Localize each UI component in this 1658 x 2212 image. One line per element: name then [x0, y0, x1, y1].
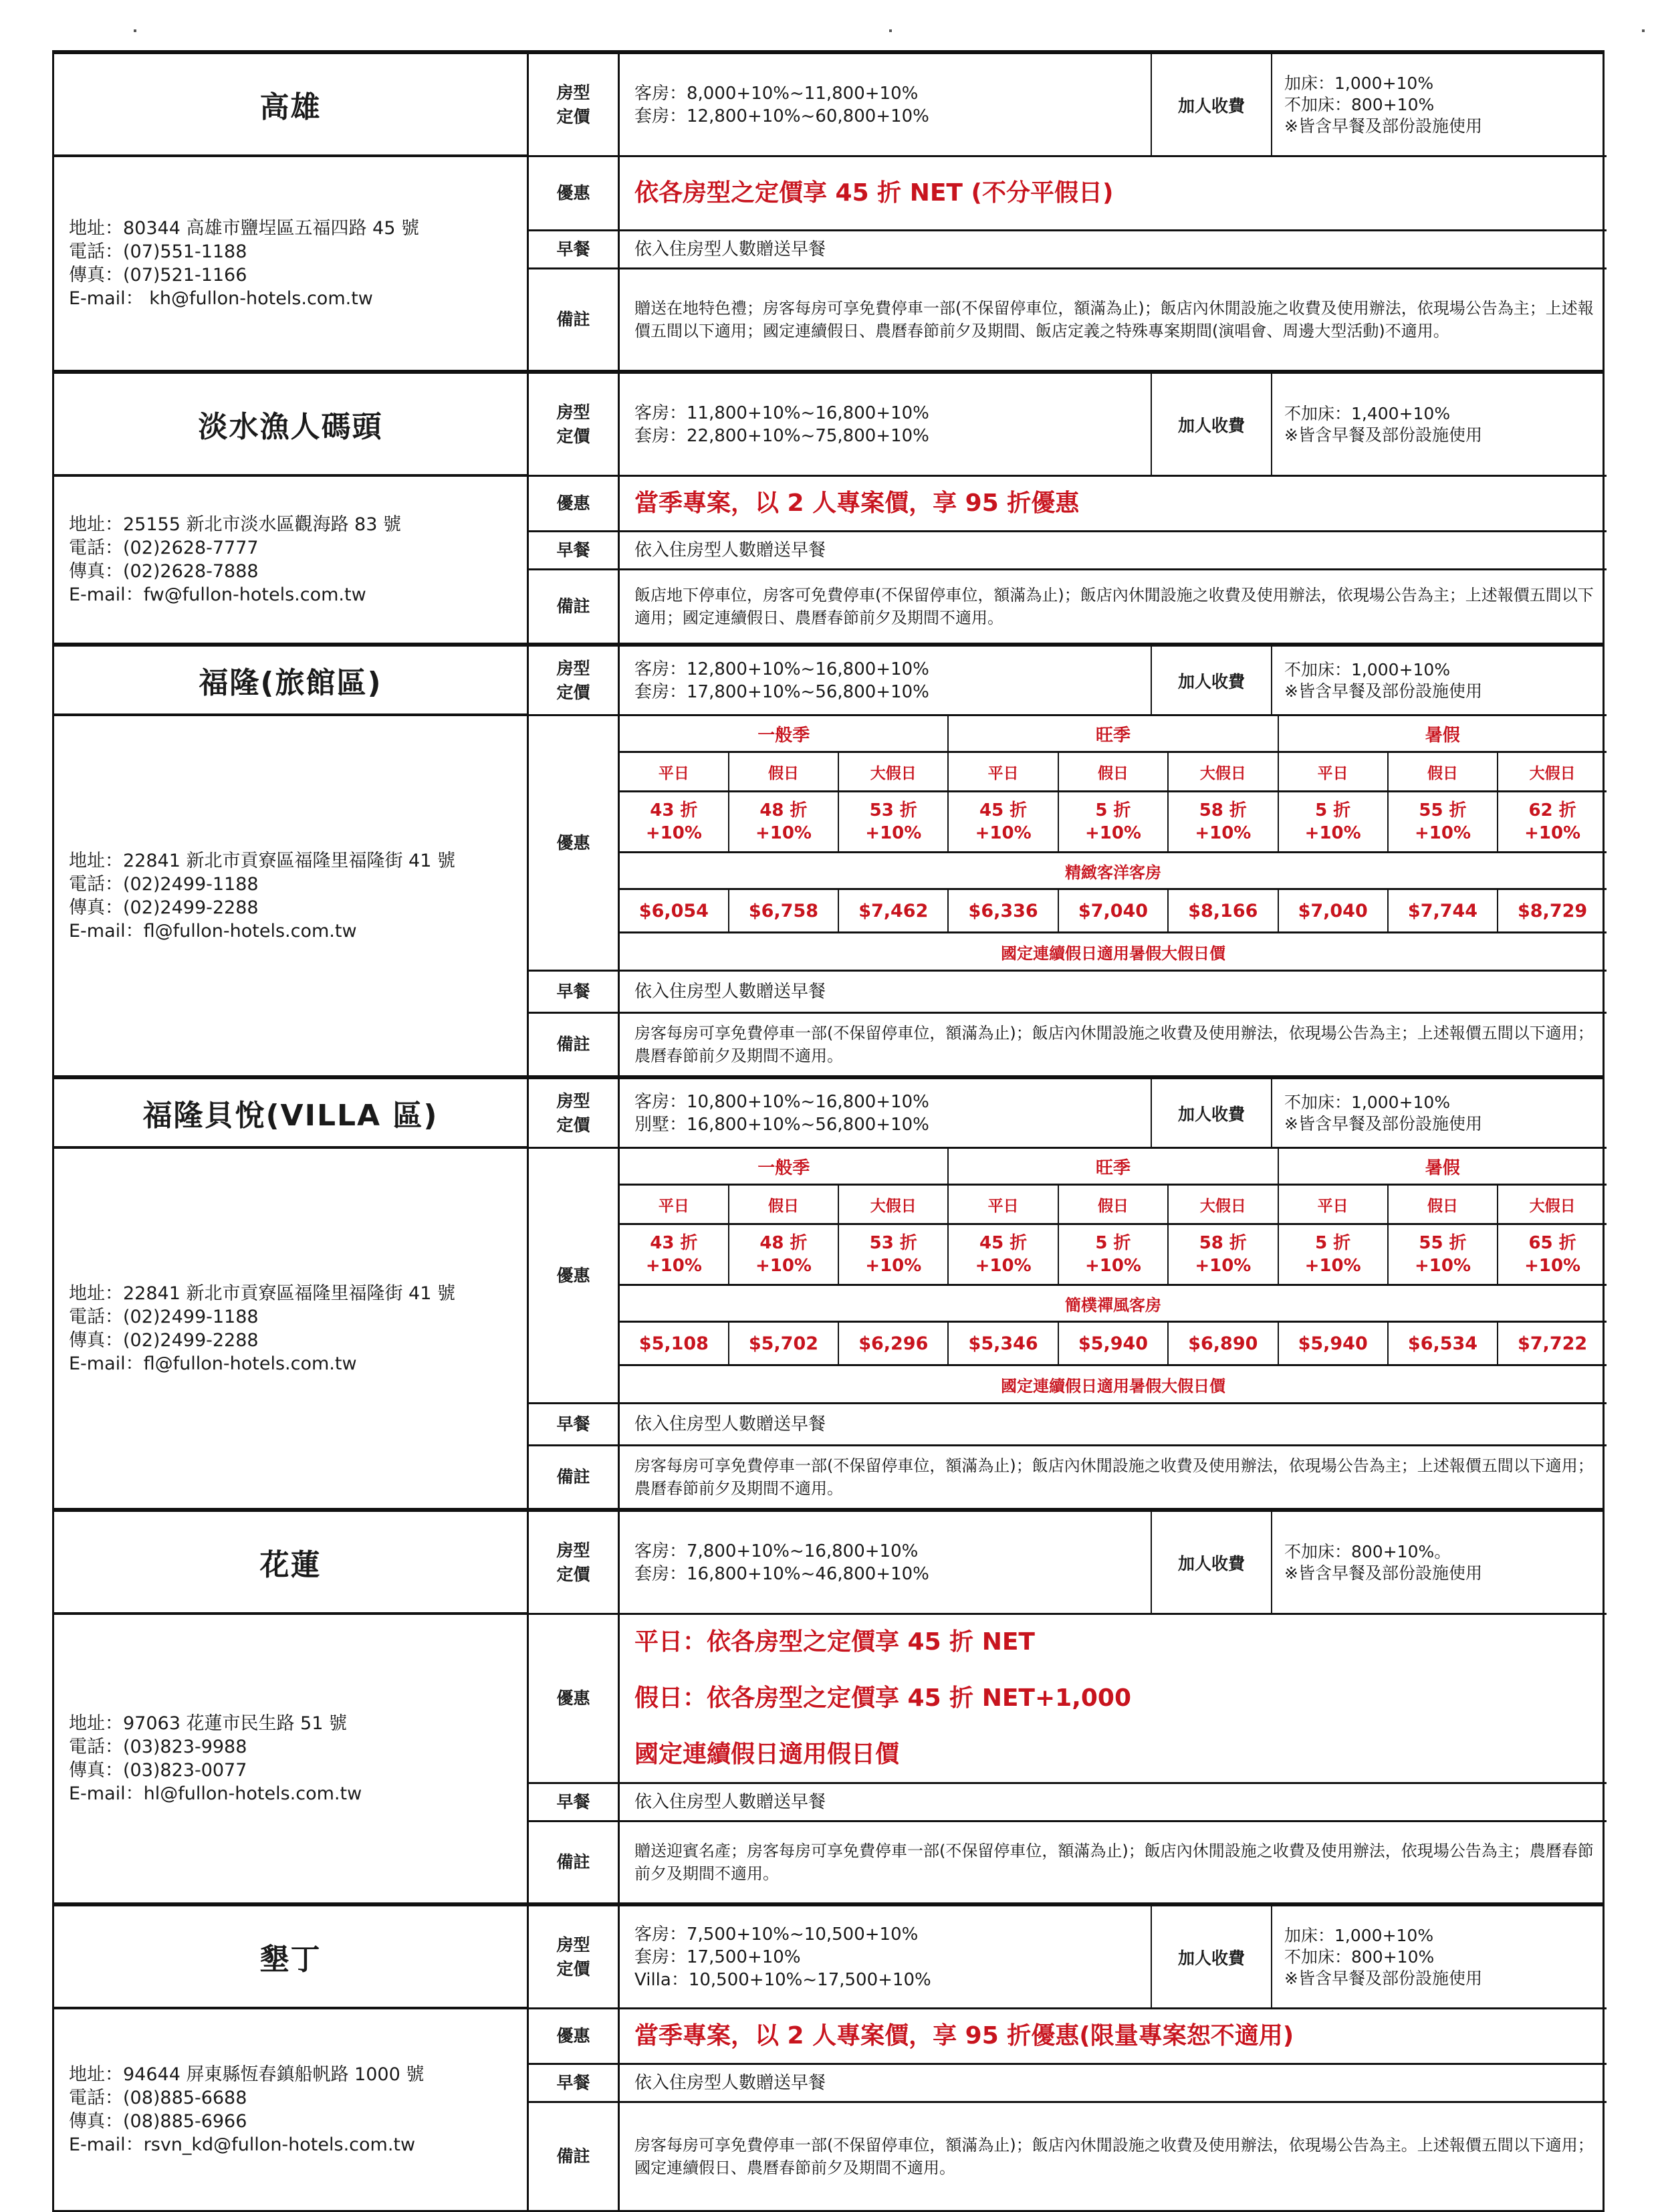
holiday-note-row: [620, 933, 1607, 970]
discount-cell: [729, 792, 838, 853]
notes-label: 備註: [529, 570, 620, 643]
hotel-block-3: [52, 1075, 1605, 1510]
tax-rate: +10%: [645, 823, 702, 843]
season-header: 旺季: [948, 716, 1278, 752]
notes-label: 備註: [529, 2103, 620, 2210]
promo-label: 優惠: [529, 1149, 620, 1404]
room-price-line: 套房：17,500+10%: [634, 1947, 801, 1967]
room-price-line: 客房：11,800+10%~16,800+10%: [634, 403, 929, 423]
hotel-name: 墾丁: [54, 1906, 529, 2009]
holiday-note-cell: 國定連續假日適用暑假大假日價: [1001, 944, 1225, 963]
season-header: 暑假: [1278, 716, 1607, 752]
extra-charge-line: ※皆含早餐及部份設施使用: [1284, 1113, 1482, 1133]
discount-row: [620, 792, 1607, 853]
amount-cell: $6,054: [620, 889, 729, 933]
scan-mark: [1642, 29, 1645, 32]
day-type-cell: 大假日: [1498, 752, 1607, 792]
room-price-label: 房型 定價: [529, 647, 620, 716]
promo-label: 優惠: [529, 1615, 620, 1784]
room-price-label: 房型 定價: [529, 1512, 620, 1615]
room-price-row: [620, 1079, 1607, 1149]
extra-charge-values: [1272, 374, 1607, 475]
day-type-cell: 平日: [620, 1185, 729, 1224]
phone: 電話：(03)823-9988: [69, 1737, 247, 1757]
email: E-mail： kh@fullon-hotels.com.tw: [69, 288, 373, 309]
day-type-cell: 假日: [1388, 752, 1498, 792]
promo-label: 優惠: [529, 2009, 620, 2065]
tax-rate: +10%: [1084, 823, 1141, 843]
season-header: 一般季: [620, 1149, 948, 1185]
discount-rate: 5 折: [1095, 800, 1131, 820]
scan-mark: [134, 29, 136, 32]
extra-charge-line: 不加床：1,400+10%: [1284, 403, 1451, 423]
contact-info: [54, 2009, 529, 2210]
scan-mark: [889, 29, 892, 32]
breakfast-label: 早餐: [529, 1404, 620, 1446]
extra-charge-label: 加人收費: [1152, 1906, 1272, 2007]
discount-rate: 43 折: [650, 1233, 698, 1253]
season-header-row: [620, 1149, 1607, 1185]
room-price-line: 客房：8,000+10%~11,800+10%: [634, 83, 919, 104]
amount-row: [620, 889, 1607, 933]
tax-rate: +10%: [1415, 823, 1471, 843]
discount-cell: [620, 1224, 729, 1285]
season-rate-table: [620, 716, 1607, 972]
fax: 傳真：(02)2499-2288: [69, 897, 259, 918]
day-type-cell: 大假日: [838, 1185, 948, 1224]
tax-rate: +10%: [755, 1256, 812, 1276]
room-price-row: [620, 1906, 1607, 2009]
day-type-cell: 大假日: [838, 752, 948, 792]
discount-rate: 45 折: [979, 800, 1028, 820]
address: 地址：94644 屏東縣恆春鎮船帆路 1000 號: [69, 2064, 425, 2085]
day-type-cell: 假日: [1058, 752, 1168, 792]
amount-cell: $6,296: [838, 1322, 948, 1365]
discount-rate: 5 折: [1095, 1233, 1131, 1253]
discount-rate: 43 折: [650, 800, 698, 820]
hotel-block-5: [52, 1902, 1605, 2212]
hotel-block-0: [52, 50, 1605, 372]
amount-cell: $8,166: [1168, 889, 1278, 933]
amount-cell: $7,722: [1498, 1322, 1607, 1365]
notes-label: 備註: [529, 269, 620, 370]
phone: 電話：(02)2499-1188: [69, 1306, 259, 1327]
address: 地址：25155 新北市淡水區觀海路 83 號: [69, 514, 401, 535]
promo-text: 當季專案，以 2 人專案價，享 95 折優惠(限量專案恕不適用): [620, 2009, 1607, 2065]
day-type-cell: 假日: [1388, 1185, 1498, 1224]
discount-rate: 58 折: [1199, 800, 1247, 820]
hotel-name: 花蓮: [54, 1512, 529, 1615]
hotel-block-1: [52, 370, 1605, 645]
day-type-cell: 平日: [948, 752, 1058, 792]
tax-rate: +10%: [755, 823, 812, 843]
day-type-row: [620, 1185, 1607, 1224]
extra-charge-label: 加人收費: [1152, 647, 1272, 714]
promo-label: 優惠: [529, 716, 620, 972]
notes-text: 房客每房可享免費停車一部(不保留停車位，額滿為止)；飯店內休閒設施之收費及使用辦法，依現場公告為主。上述報價五間以下適用；國定連續假日、農曆春節前夕及期間不適用。: [634, 2136, 1594, 2177]
amount-cell: $6,336: [948, 889, 1058, 933]
breakfast-label: 早餐: [529, 1784, 620, 1822]
promo-label: 優惠: [529, 157, 620, 231]
room-price-line: 客房：7,800+10%~16,800+10%: [634, 1541, 919, 1561]
room-price-label: 房型 定價: [529, 374, 620, 477]
room-price-line: 套房：17,800+10%~56,800+10%: [634, 681, 929, 702]
season-rate-table: [620, 1149, 1607, 1404]
discount-cell: [1388, 1224, 1498, 1285]
amount-cell: $7,462: [838, 889, 948, 933]
hotel-name: 淡水漁人碼頭: [54, 374, 529, 477]
discount-rate: 5 折: [1315, 1233, 1351, 1253]
extra-charge-line: ※皆含早餐及部份設施使用: [1284, 1563, 1482, 1583]
promo-line: 假日：依各房型之定價享 45 折 NET+1,000: [634, 1684, 1132, 1712]
discount-cell: [1058, 1224, 1168, 1285]
promo-text: 當季專案，以 2 人專案價，享 95 折優惠: [620, 477, 1607, 532]
day-type-row: [620, 752, 1607, 792]
tax-rate: +10%: [1524, 1256, 1581, 1276]
holiday-note-cell: 國定連續假日適用暑假大假日價: [1001, 1376, 1225, 1396]
discount-row: [620, 1224, 1607, 1285]
room-price-label: 房型 定價: [529, 1906, 620, 2009]
discount-rate: 48 折: [759, 800, 808, 820]
tax-rate: +10%: [975, 1256, 1032, 1276]
discount-cell: [838, 1224, 948, 1285]
room-price-row: [620, 54, 1607, 157]
email: E-mail：fl@fullon-hotels.com.tw: [69, 1353, 357, 1374]
notes-text: 房客每房可享免費停車一部(不保留停車位，額滿為止)；飯店內休閒設施之收費及使用辦法，依現場公告為主；上述報價五間以下適用；農曆春節前夕及期間不適用。: [634, 1024, 1594, 1065]
day-type-cell: 平日: [948, 1185, 1058, 1224]
amount-cell: $7,040: [1278, 889, 1388, 933]
discount-rate: 62 折: [1528, 800, 1576, 820]
extra-charge-label: 加人收費: [1152, 54, 1272, 155]
extra-charge-line: 加床：1,000+10%: [1284, 73, 1434, 93]
notes-text: 飯店地下停車位，房客可免費停車(不保留停車位，額滿為止)；飯店內休閒設施之收費及使用辦法，依現場公告為主；上述報價五間以下適用；國定連續假日、農曆春節前夕及期間不適用。: [634, 586, 1594, 627]
room-price-line: Villa：10,500+10%~17,500+10%: [634, 1969, 931, 1990]
tax-rate: +10%: [865, 1256, 922, 1276]
day-type-cell: 大假日: [1168, 1185, 1278, 1224]
phone: 電話：(02)2628-7777: [69, 538, 259, 558]
hotel-name: 高雄: [54, 54, 529, 157]
amount-cell: $7,040: [1058, 889, 1168, 933]
extra-charge-label: 加人收費: [1152, 374, 1272, 475]
extra-charge-label: 加人收費: [1152, 1512, 1272, 1613]
discount-cell: [1058, 792, 1168, 853]
extra-charge-line: 不加床：1,000+10%: [1284, 659, 1451, 679]
email: E-mail：hl@fullon-hotels.com.tw: [69, 1783, 362, 1804]
notes-text: 房客每房可享免費停車一部(不保留停車位，額滿為止)；飯店內休閒設施之收費及使用辦法，依現場公告為主；上述報價五間以下適用；農曆春節前夕及期間不適用。: [634, 1456, 1594, 1498]
discount-cell: [1498, 792, 1607, 853]
season-header: 一般季: [620, 716, 948, 752]
discount-cell: [620, 792, 729, 853]
discount-rate: 58 折: [1199, 1233, 1247, 1253]
promo-line: 平日：依各房型之定價享 45 折 NET: [634, 1628, 1035, 1656]
fax: 傳真：(03)823-0077: [69, 1760, 247, 1781]
room-type-row: [620, 1285, 1607, 1322]
amount-cell: $8,729: [1498, 889, 1607, 933]
breakfast-label: 早餐: [529, 972, 620, 1014]
extra-charge-values: [1272, 1079, 1607, 1147]
room-price-line: 客房：10,800+10%~16,800+10%: [634, 1091, 929, 1112]
email: E-mail：rsvn_kd@fullon-hotels.com.tw: [69, 2134, 416, 2155]
day-type-cell: 假日: [729, 752, 838, 792]
amount-cell: $6,534: [1388, 1322, 1498, 1365]
season-header: 旺季: [948, 1149, 1278, 1185]
notes-label: 備註: [529, 1014, 620, 1075]
day-type-cell: 大假日: [1498, 1185, 1607, 1224]
tax-rate: +10%: [1084, 1256, 1141, 1276]
room-price-line: 客房：7,500+10%~10,500+10%: [634, 1924, 919, 1945]
amount-cell: $5,940: [1058, 1322, 1168, 1365]
phone: 電話：(07)551-1188: [69, 241, 247, 262]
extra-charge-values: [1272, 647, 1607, 714]
room-price-line: 套房：16,800+10%~46,800+10%: [634, 1563, 929, 1584]
tax-rate: +10%: [1415, 1256, 1471, 1276]
discount-rate: 55 折: [1419, 800, 1467, 820]
breakfast-text: 依入住房型人數贈送早餐: [620, 1404, 1607, 1446]
extra-charge-line: ※皆含早餐及部份設施使用: [1284, 116, 1482, 136]
notes-label: 備註: [529, 1446, 620, 1508]
discount-cell: [838, 792, 948, 853]
extra-charge-values: [1272, 1512, 1607, 1613]
room-prices: [620, 647, 1152, 714]
amount-cell: $5,702: [729, 1322, 838, 1365]
day-type-cell: 假日: [1058, 1185, 1168, 1224]
discount-cell: [1498, 1224, 1607, 1285]
contact-info: [54, 1615, 529, 1902]
tax-rate: +10%: [975, 823, 1032, 843]
breakfast-label: 早餐: [529, 532, 620, 570]
extra-charge-line: 不加床：800+10%。: [1284, 1541, 1451, 1561]
tax-rate: +10%: [865, 823, 922, 843]
tax-rate: +10%: [645, 1256, 702, 1276]
notes-text: 贈送迎賓名產；房客每房可享免費停車一部(不保留停車位，額滿為止)；飯店內休閒設施之收費及使用辦法，依現場公告為主；農曆春節前夕及期間不適用。: [634, 1842, 1594, 1883]
hotel-rate-sheet: [52, 52, 1605, 2212]
breakfast-label: 早餐: [529, 231, 620, 269]
room-price-row: [620, 647, 1607, 716]
extra-charge-line: ※皆含早餐及部份設施使用: [1284, 425, 1482, 445]
room-price-line: 套房：12,800+10%~60,800+10%: [634, 106, 929, 126]
extra-charge-line: 不加床：800+10%: [1284, 1947, 1435, 1967]
day-type-cell: 大假日: [1168, 752, 1278, 792]
promo-label: 優惠: [529, 477, 620, 532]
room-price-line: 套房：22,800+10%~75,800+10%: [634, 425, 929, 446]
extra-charge-line: 不加床：1,000+10%: [1284, 1092, 1451, 1112]
fax: 傳真：(02)2499-2288: [69, 1329, 259, 1351]
extra-charge-line: ※皆含早餐及部份設施使用: [1284, 681, 1482, 701]
promo-text: [620, 1615, 1607, 1784]
contact-info: [54, 716, 529, 1075]
tax-rate: +10%: [1304, 1256, 1361, 1276]
discount-rate: 48 折: [759, 1233, 808, 1253]
holiday-note-row: [620, 1365, 1607, 1403]
discount-cell: [948, 792, 1058, 853]
notes-label: 備註: [529, 1822, 620, 1902]
discount-rate: 5 折: [1315, 800, 1351, 820]
season-header-row: [620, 716, 1607, 752]
amount-cell: $5,940: [1278, 1322, 1388, 1365]
discount-cell: [1168, 792, 1278, 853]
room-price-line: 客房：12,800+10%~16,800+10%: [634, 659, 929, 679]
contact-info: [54, 1149, 529, 1508]
room-type-cell: 精緻客洋客房: [620, 853, 1607, 889]
email: E-mail：fw@fullon-hotels.com.tw: [69, 584, 366, 605]
extra-charge-line: 不加床：800+10%: [1284, 94, 1435, 114]
amount-cell: $5,108: [620, 1322, 729, 1365]
hotel-block-2: [52, 643, 1605, 1077]
tax-rate: +10%: [1195, 1256, 1252, 1276]
hotel-name: 福隆(旅館區): [54, 647, 529, 716]
amount-cell: $5,346: [948, 1322, 1058, 1365]
hotel-block-4: [52, 1508, 1605, 1904]
breakfast-label: 早餐: [529, 2065, 620, 2103]
amount-cell: $6,758: [729, 889, 838, 933]
room-type-cell: 簡樸禪風客房: [620, 1285, 1607, 1322]
breakfast-text: 依入住房型人數贈送早餐: [620, 2065, 1607, 2103]
room-prices: [620, 1512, 1152, 1613]
extra-charge-line: ※皆含早餐及部份設施使用: [1284, 1968, 1482, 1988]
discount-rate: 53 折: [869, 800, 917, 820]
fax: 傳真：(07)521-1166: [69, 265, 247, 286]
promo-line: 國定連續假日適用假日價: [634, 1741, 900, 1768]
extra-charge-values: [1272, 54, 1607, 155]
room-price-row: [620, 1512, 1607, 1615]
room-price-row: [620, 374, 1607, 477]
breakfast-text: 依入住房型人數贈送早餐: [620, 532, 1607, 570]
amount-row: [620, 1322, 1607, 1365]
phone: 電話：(08)885-6688: [69, 2088, 247, 2108]
discount-cell: [948, 1224, 1058, 1285]
day-type-cell: 平日: [620, 752, 729, 792]
tax-rate: +10%: [1195, 823, 1252, 843]
tax-rate: +10%: [1304, 823, 1361, 843]
promo-text: 依各房型之定價享 45 折 NET (不分平假日): [620, 157, 1607, 231]
discount-rate: 55 折: [1419, 1233, 1467, 1253]
room-type-row: [620, 853, 1607, 889]
room-prices: [620, 54, 1152, 155]
discount-cell: [1168, 1224, 1278, 1285]
hotel-name: 福隆貝悅(VILLA 區): [54, 1079, 529, 1149]
address: 地址：22841 新北市貢寮區福隆里福隆街 41 號: [69, 850, 455, 871]
extra-charge-label: 加人收費: [1152, 1079, 1272, 1147]
day-type-cell: 平日: [1278, 1185, 1388, 1224]
contact-info: [54, 157, 529, 370]
fax: 傳真：(08)885-6966: [69, 2111, 247, 2132]
breakfast-text: 依入住房型人數贈送早餐: [620, 231, 1607, 269]
day-type-cell: 假日: [729, 1185, 838, 1224]
address: 地址：22841 新北市貢寮區福隆里福隆街 41 號: [69, 1283, 455, 1304]
amount-cell: $7,744: [1388, 889, 1498, 933]
room-price-label: 房型 定價: [529, 1079, 620, 1149]
extra-charge-line: 加床：1,000+10%: [1284, 1925, 1434, 1945]
notes-text: 贈送在地特色禮；房客每房可享免費停車一部(不保留停車位，額滿為止)；飯店內休閒設施之收費及使用辦法，依現場公告為主；上述報價五間以下適用；國定連續假日、農曆春節前夕及期間、飯店定義之特殊專案期間(演唱會、周邊大型活動)不適用。: [634, 299, 1594, 340]
season-header: 暑假: [1278, 1149, 1607, 1185]
room-price-line: 別墅：16,800+10%~56,800+10%: [634, 1114, 929, 1135]
day-type-cell: 平日: [1278, 752, 1388, 792]
discount-rate: 53 折: [869, 1233, 917, 1253]
phone: 電話：(02)2499-1188: [69, 873, 259, 895]
address: 地址：97063 花蓮市民生路 51 號: [69, 1713, 347, 1734]
room-prices: [620, 1079, 1152, 1147]
discount-cell: [1278, 1224, 1388, 1285]
extra-charge-values: [1272, 1906, 1607, 2007]
room-price-label: 房型 定價: [529, 54, 620, 157]
room-prices: [620, 374, 1152, 475]
fax: 傳真：(02)2628-7888: [69, 561, 259, 582]
email: E-mail：fl@fullon-hotels.com.tw: [69, 920, 357, 942]
address: 地址：80344 高雄市鹽埕區五福四路 45 號: [69, 218, 419, 239]
breakfast-text: 依入住房型人數贈送早餐: [620, 972, 1607, 1014]
discount-cell: [1278, 792, 1388, 853]
discount-rate: 45 折: [979, 1233, 1028, 1253]
tax-rate: +10%: [1524, 823, 1581, 843]
amount-cell: $6,890: [1168, 1322, 1278, 1365]
discount-rate: 65 折: [1528, 1233, 1576, 1253]
breakfast-text: 依入住房型人數贈送早餐: [620, 1784, 1607, 1822]
room-prices: [620, 1906, 1152, 2007]
discount-cell: [729, 1224, 838, 1285]
contact-info: [54, 477, 529, 643]
discount-cell: [1388, 792, 1498, 853]
